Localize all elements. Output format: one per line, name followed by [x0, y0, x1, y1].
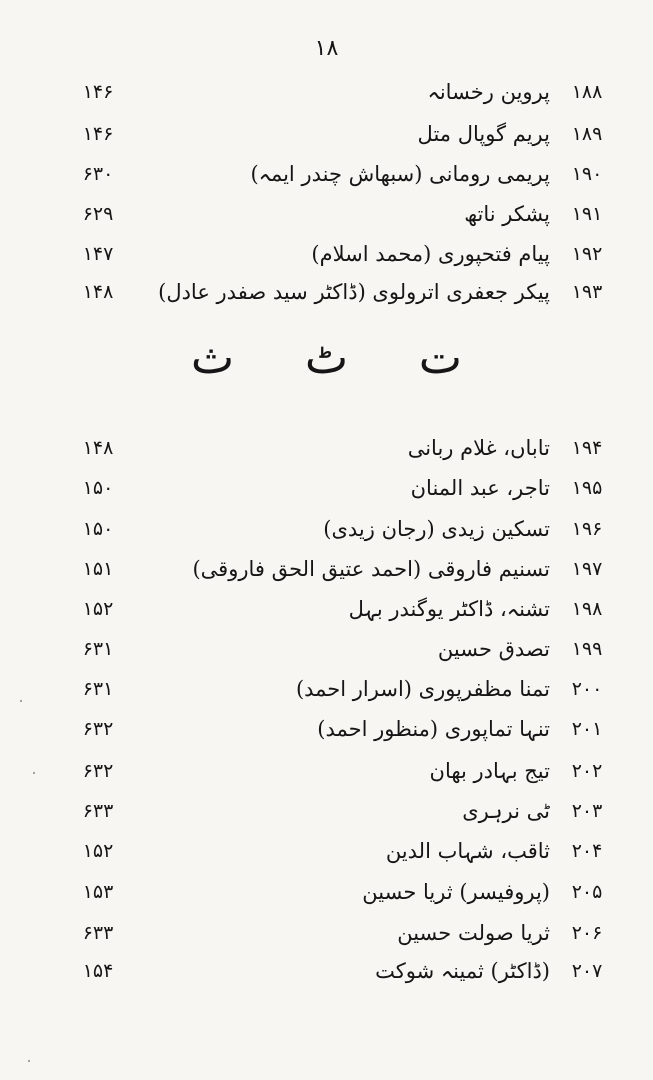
list-item: [0, 915, 653, 951]
entry-name: (ڈاکٹر) ثمینہ شوکت: [375, 959, 550, 983]
entry-number: ۲۰۰: [571, 678, 603, 700]
section-letter: ٹ: [304, 330, 349, 384]
entry-number: ۱۹۲: [571, 243, 603, 265]
section-heading-letters: [0, 330, 653, 390]
list-item: [0, 196, 653, 232]
list-item: [0, 711, 653, 747]
entry-page-ref: ۱۴۷: [82, 243, 114, 265]
entry-page-ref: ۱۴۶: [82, 81, 114, 103]
entry-number: ۲۰۵: [571, 881, 603, 903]
entry-number: ۱۸۸: [571, 81, 603, 103]
section-letter: ث: [190, 330, 235, 384]
list-item: [0, 753, 653, 789]
entry-name: پریم گوپال متل: [417, 122, 550, 146]
entry-number: ۱۹۵: [571, 477, 603, 499]
list-item: [0, 116, 653, 152]
entry-number: ۲۰۶: [571, 922, 603, 944]
list-item: [0, 833, 653, 869]
entry-name: تصدق حسین: [437, 637, 550, 661]
entry-name: تاجر، عبد المنان: [410, 476, 550, 500]
list-item: [0, 631, 653, 667]
entry-name: پشکر ناتھ: [464, 202, 550, 226]
entry-number: ۱۹۰: [571, 163, 603, 185]
entry-name: تشنہ، ڈاکٹر یوگندر بہل: [348, 597, 550, 621]
entry-number: ۱۹۴: [571, 437, 603, 459]
entry-page-ref: ۶۳۱: [82, 638, 114, 660]
entry-page-ref: ۶۳۱: [82, 678, 114, 700]
entry-name: تسنیم فاروقی (احمد عتیق الحق فاروقی): [192, 557, 550, 581]
list-item: [0, 74, 653, 110]
list-item: [0, 874, 653, 910]
entry-number: ۲۰۳: [571, 800, 603, 822]
entry-page-ref: ۶۳۲: [82, 718, 114, 740]
entry-number: ۱۹۱: [571, 203, 603, 225]
entry-page-ref: ۱۴۶: [82, 123, 114, 145]
entry-number: ۲۰۷: [571, 960, 603, 982]
scan-speck: [28, 1060, 30, 1062]
list-item: [0, 591, 653, 627]
list-item: [0, 156, 653, 192]
list-item: [0, 430, 653, 466]
scan-speck: [20, 700, 22, 702]
entry-name: ثریا صولت حسین: [397, 921, 550, 945]
entry-number: ۱۹۹: [571, 638, 603, 660]
scan-speck: [33, 772, 35, 774]
entry-page-ref: ۱۵۰: [82, 477, 114, 499]
entry-page-ref: ۶۳۰: [82, 163, 114, 185]
entry-number: ۱۹۸: [571, 598, 603, 620]
list-item: [0, 470, 653, 506]
entry-name: ثاقب، شہاب الدین: [385, 839, 550, 863]
entry-number: ۱۸۹: [571, 123, 603, 145]
list-item: [0, 953, 653, 989]
entry-number: ۲۰۴: [571, 840, 603, 862]
entry-name: پیام فتحپوری (محمد اسلام): [311, 242, 550, 266]
entry-number: ۱۹۶: [571, 518, 603, 540]
entry-page-ref: ۶۲۹: [82, 203, 114, 225]
entry-name: تاباں، غلام ربانی: [407, 436, 550, 460]
list-item: [0, 236, 653, 272]
entry-name: پریمی رومانی (سبھاش چندر ایمہ): [250, 162, 550, 186]
section-letter: ت: [418, 330, 463, 384]
list-item: [0, 671, 653, 707]
entry-name: پیکر جعفری اترولوی (ڈاکٹر سید صفدر عادل): [158, 280, 550, 304]
entry-number: ۲۰۱: [571, 718, 603, 740]
list-item: [0, 793, 653, 829]
entry-name: ٹی نرہری: [462, 799, 550, 823]
list-item: [0, 274, 653, 310]
page-number: ۱۸: [314, 36, 339, 61]
entry-page-ref: ۶۳۳: [82, 800, 114, 822]
entry-page-ref: ۱۵۲: [82, 840, 114, 862]
entry-name: تنہا تماپوری (منظور احمد): [317, 717, 550, 741]
entry-page-ref: ۱۴۸: [82, 281, 114, 303]
entry-page-ref: ۱۵۲: [82, 598, 114, 620]
entry-number: ۲۰۲: [571, 760, 603, 782]
entry-name: تسکین زیدی (رجان زیدی): [323, 517, 550, 541]
entry-name: تیج بہادر بھان: [429, 759, 550, 783]
entry-name: تمنا مظفرپوری (اسرار احمد): [295, 677, 550, 701]
entry-number: ۱۹۳: [571, 281, 603, 303]
list-item: [0, 551, 653, 587]
entry-page-ref: ۱۴۸: [82, 437, 114, 459]
entry-page-ref: ۱۵۳: [82, 881, 114, 903]
entry-name: (پروفیسر) ثریا حسین: [362, 880, 550, 904]
entry-page-ref: ۱۵۱: [82, 558, 114, 580]
entry-number: ۱۹۷: [571, 558, 603, 580]
entry-page-ref: ۶۳۲: [82, 760, 114, 782]
list-item: [0, 511, 653, 547]
entry-name: پروین رخسانہ: [427, 80, 550, 104]
entry-page-ref: ۶۳۳: [82, 922, 114, 944]
entry-page-ref: ۱۵۴: [82, 960, 114, 982]
entry-page-ref: ۱۵۰: [82, 518, 114, 540]
